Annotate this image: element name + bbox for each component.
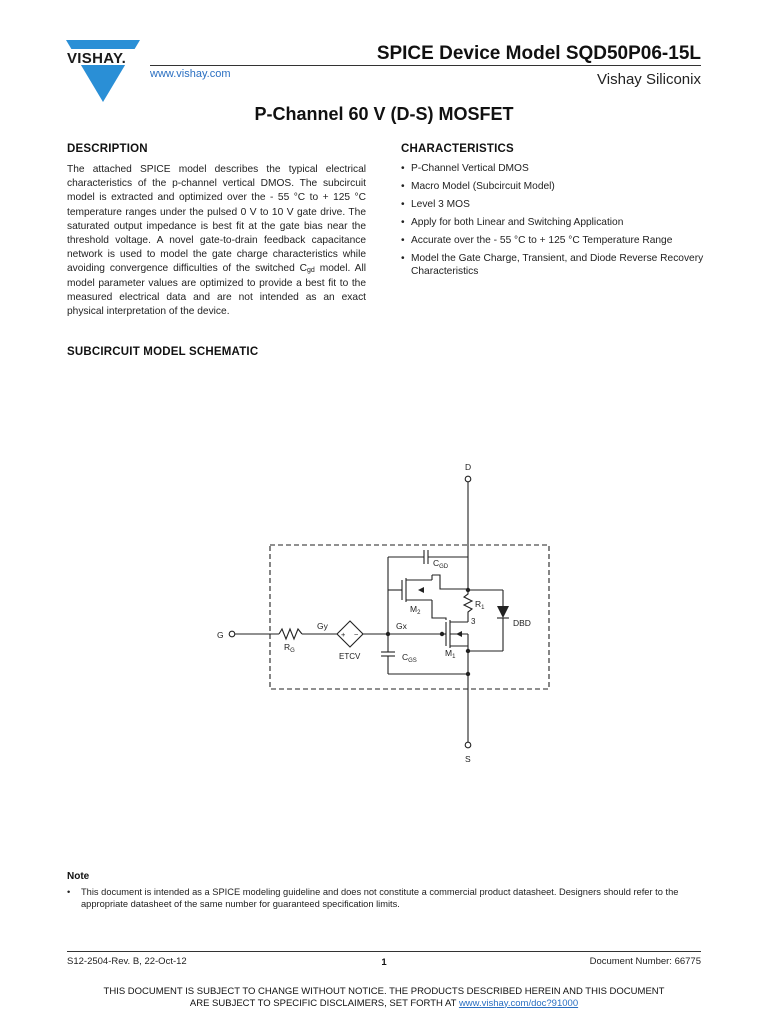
label-s: S	[465, 754, 471, 764]
list-item: • Level 3 MOS	[401, 198, 706, 211]
document-number: Document Number: 66775	[589, 956, 701, 967]
disclaimer-line-2	[0, 998, 768, 1010]
footer-divider	[67, 951, 701, 952]
label-gx: Gx	[396, 621, 407, 631]
disclaimer-line-2-text: ARE SUBJECT TO SPECIFIC DISCLAIMERS, SET FORTH AT	[189, 997, 459, 1009]
characteristics-heading: CHARACTERISTICS	[401, 143, 514, 155]
description-subscript: gd	[307, 267, 315, 275]
list-item: • P-Channel Vertical DMOS	[401, 162, 706, 175]
vishay-website-link[interactable]: www.vishay.com	[150, 68, 231, 80]
note-text: This document is intended as a SPICE modeling guideline and does not constitute a commercial product datasheet. Designers should refer to the appropriate datasheet of the same number for guaranteed specification limits.	[81, 887, 679, 909]
m1-main: M	[445, 648, 453, 658]
r1-main: R	[475, 599, 482, 609]
r1-resistor	[464, 590, 472, 618]
label-g: G	[217, 630, 224, 640]
list-item: • Macro Model (Subcircuit Model)	[401, 180, 706, 193]
disclaimer-link[interactable]: www.vishay.com/doc?91000	[458, 997, 579, 1009]
label-cgs	[402, 652, 417, 664]
subcircuit-boundary	[270, 545, 549, 689]
page-title: P-Channel 60 V (D-S) MOSFET	[254, 104, 514, 124]
label-r1	[475, 599, 485, 611]
cgd-main: C	[433, 558, 440, 568]
m2-sub: 2	[417, 610, 421, 616]
m2-main: M	[410, 604, 418, 614]
m1-sub: 1	[452, 654, 456, 660]
note-bullet: •	[67, 887, 71, 897]
label-cgd	[433, 558, 449, 570]
rg-resistor	[279, 629, 302, 639]
etcv-minus: −	[354, 630, 359, 639]
description-heading: DESCRIPTION	[67, 143, 148, 155]
cgs-sub: GS	[408, 658, 417, 664]
label-node-3: 3	[471, 617, 476, 626]
description-text	[67, 163, 366, 319]
page-number: 1	[381, 957, 387, 968]
list-item: • Accurate over the - 55 °C to + 125 °C Temperature Range	[401, 234, 706, 247]
label-dbd: DBD	[513, 618, 531, 628]
gate-terminal	[229, 631, 235, 637]
cgs-main: C	[402, 652, 409, 662]
characteristics-list	[401, 162, 706, 283]
note-text-block	[67, 886, 721, 910]
schematic-heading: SUBCIRCUIT MODEL SCHEMATIC	[67, 346, 259, 358]
source-terminal	[465, 742, 471, 748]
logo-wordmark: VISHAY.	[67, 50, 127, 67]
label-m1	[445, 648, 456, 660]
label-rg	[284, 642, 295, 654]
disclaimer	[0, 986, 768, 1009]
m2-arrow	[418, 587, 424, 593]
revision-info: S12-2504-Rev. B, 22-Oct-12	[67, 956, 187, 967]
description-text-part1: The attached SPICE model describes the typical electrical characteristics of the p-channel vertical DMOS. The subcircuit model is extracted and optimized over the - 55 °C to + 125 °C temperature ranges under the pulsed 0 V to 10 V gate drive. The saturated output impedance is best fit at the gate bias near the threshold voltage. A novel gate-to-drain feedback capacitance network is used to model the gate charge characteristics while avoiding convergence difficulties of the switched C	[67, 164, 366, 275]
label-etcv: ETCV	[339, 652, 361, 661]
list-item: • Apply for both Linear and Switching Application	[401, 216, 706, 229]
m1-arrow	[456, 631, 462, 637]
list-item: • Model the Gate Charge, Transient, and Diode Reverse Recovery Characteristics	[401, 252, 706, 278]
note-heading: Note	[67, 871, 90, 882]
label-m2	[410, 604, 421, 616]
header-divider	[150, 65, 701, 66]
label-gy: Gy	[317, 621, 328, 631]
rg-main: R	[284, 642, 291, 652]
rg-sub: G	[290, 648, 295, 654]
company-name: Vishay Siliconix	[597, 71, 701, 88]
document-title: SPICE Device Model SQD50P06-15L	[376, 43, 701, 64]
vishay-logo	[66, 40, 140, 102]
dbd-diode	[497, 606, 509, 618]
label-d: D	[465, 462, 472, 472]
disclaimer-line-1: THIS DOCUMENT IS SUBJECT TO CHANGE WITHOUT NOTICE. THE PRODUCTS DESCRIBED HEREIN AND THIS DOCUMENT	[103, 986, 665, 997]
description-text-part2: model. All model parameter values are optimized to provide a best fit to the measured electrical data and are not intended as an exact physical interpretation of the device.	[67, 263, 366, 318]
drain-terminal	[465, 476, 471, 482]
etcv-plus: +	[341, 630, 346, 639]
cgd-sub: GD	[439, 564, 449, 570]
subcircuit-schematic	[200, 455, 570, 770]
r1-sub: 1	[481, 605, 485, 611]
